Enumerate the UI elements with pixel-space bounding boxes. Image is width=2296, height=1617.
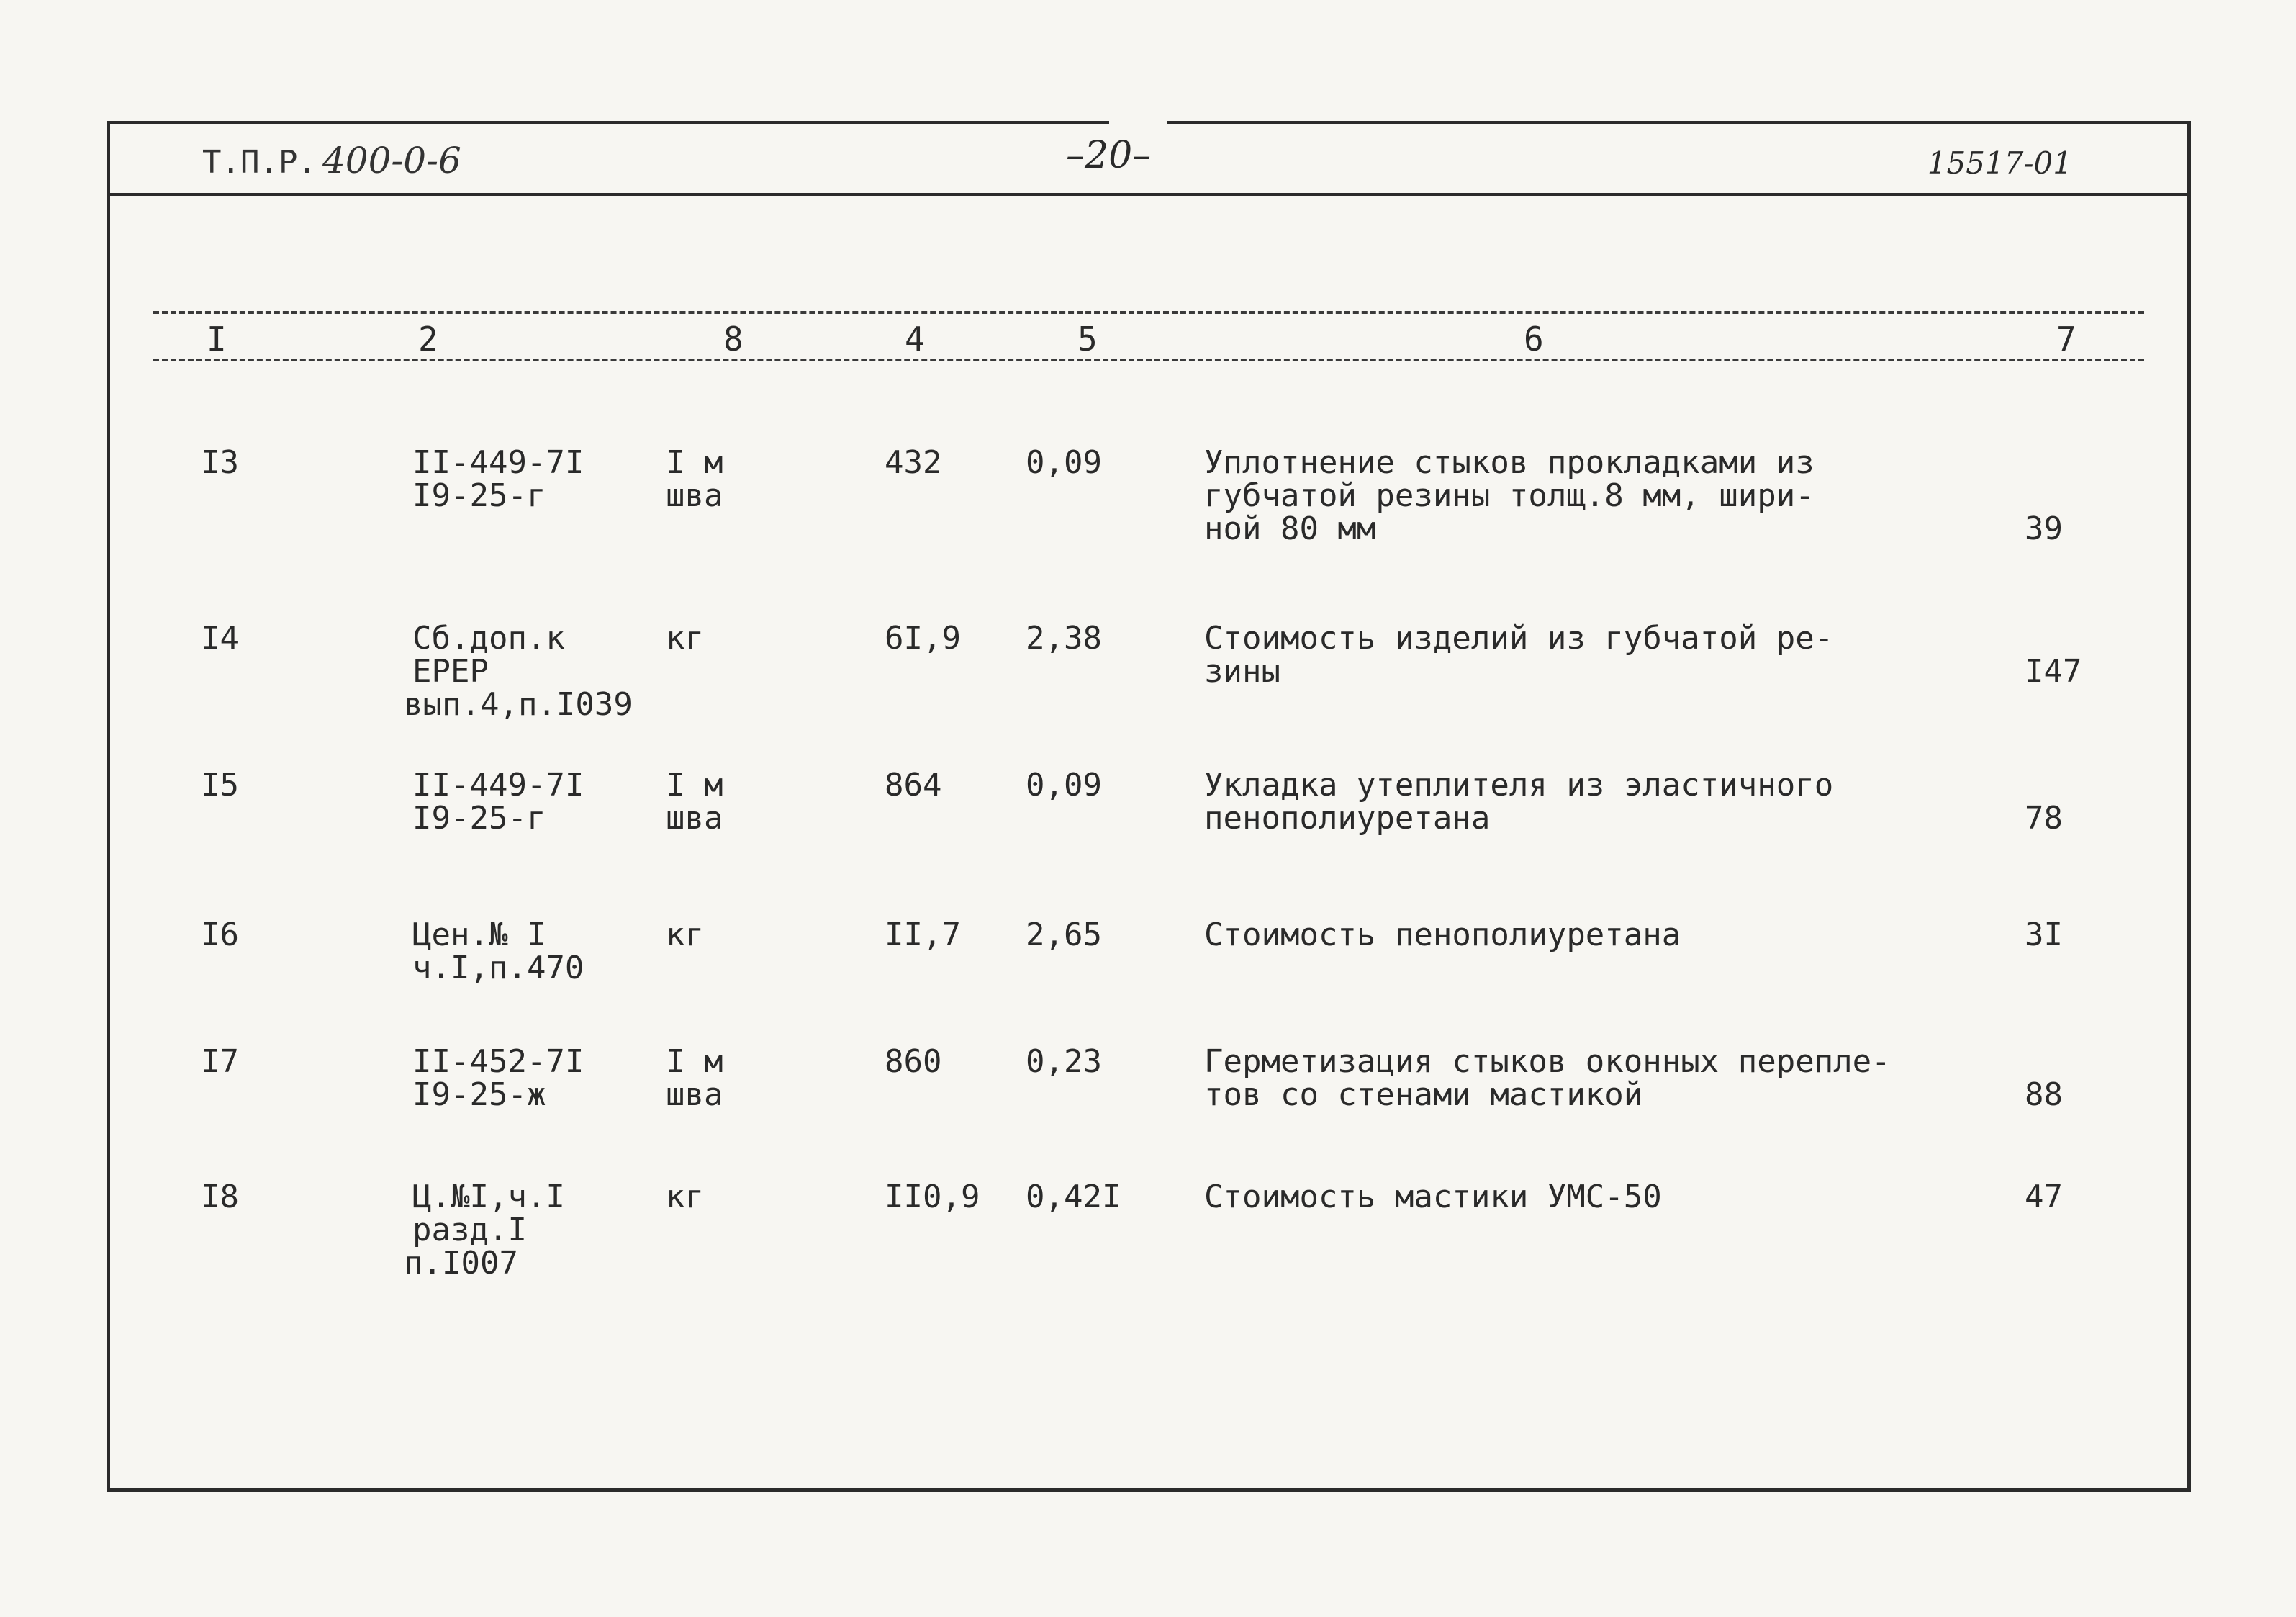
row-quantity: 432	[885, 444, 942, 481]
row-total: 78	[2025, 800, 2063, 837]
row-reference: Цен.№ I	[412, 916, 546, 953]
row-reference: I9-25-ж	[412, 1076, 546, 1113]
row-rate: 0,23	[1026, 1043, 1102, 1080]
row-description: пенополиуретана	[1204, 800, 1491, 837]
row-unit: шва	[666, 477, 723, 514]
row-reference: II-449-7I	[412, 767, 584, 803]
doc-series	[202, 140, 461, 181]
frame-top-left	[110, 121, 1109, 124]
row-unit: кг	[666, 1179, 704, 1215]
doc-number: 15517-01	[1927, 145, 2072, 181]
row-rate: 2,38	[1026, 620, 1102, 657]
row-reference: ЕРЕР	[412, 653, 489, 690]
row-description: Герметизация стыков оконных перепле-	[1204, 1043, 1891, 1080]
row-quantity: II,7	[885, 916, 961, 953]
row-number: I7	[201, 1043, 239, 1080]
column-number: 2	[418, 320, 438, 359]
doc-series-label: Т.П.Р.	[202, 144, 317, 181]
row-reference: ч.I,п.470	[412, 950, 584, 986]
column-number: 4	[905, 320, 925, 359]
row-reference: I9-25-г	[412, 477, 546, 514]
table-header-top-rule	[153, 311, 2144, 314]
row-unit: шва	[666, 800, 723, 837]
row-description: Стоимость изделий из губчатой ре-	[1204, 620, 1834, 657]
row-reference: II-452-7I	[412, 1043, 584, 1080]
row-description: губчатой резины толщ.8 мм, шири-	[1204, 477, 1814, 514]
column-number: 7	[2056, 320, 2076, 359]
row-unit: I м	[666, 1043, 723, 1080]
row-reference: Сб.доп.к	[412, 620, 565, 657]
row-description: Стоимость мастики УМС-50	[1204, 1179, 1662, 1215]
row-number: I6	[201, 916, 239, 953]
row-reference: п.I007	[404, 1245, 518, 1282]
row-description: зины	[1204, 653, 1280, 690]
row-description: Стоимость пенополиуретана	[1204, 916, 1681, 953]
row-description: Уплотнение стыков прокладками из	[1204, 444, 1814, 481]
row-reference: I9-25-г	[412, 800, 546, 837]
frame-top-right	[1167, 121, 2187, 124]
column-number: 8	[723, 320, 744, 359]
row-total: 39	[2025, 510, 2063, 547]
column-number: 6	[1524, 320, 1544, 359]
row-rate: 2,65	[1026, 916, 1102, 953]
row-rate: 0,42I	[1026, 1179, 1121, 1215]
row-total: 47	[2025, 1179, 2063, 1215]
row-description: ной 80 мм	[1204, 510, 1376, 547]
row-reference: Ц.№I,ч.I	[412, 1179, 565, 1215]
column-number: I	[207, 320, 227, 359]
row-unit: шва	[666, 1076, 723, 1113]
row-quantity: 6I,9	[885, 620, 961, 657]
row-description: Укладка утеплителя из эластичного	[1204, 767, 1834, 803]
page-number: –20–	[1066, 134, 1152, 177]
row-total: I47	[2025, 653, 2082, 690]
row-quantity: 864	[885, 767, 942, 803]
column-number: 5	[1077, 320, 1098, 359]
row-number: I8	[201, 1179, 239, 1215]
row-reference: II-449-7I	[412, 444, 584, 481]
table-header-bottom-rule	[153, 359, 2144, 361]
row-unit: I м	[666, 767, 723, 803]
row-unit: кг	[666, 620, 704, 657]
row-number: I5	[201, 767, 239, 803]
document-sheet	[107, 121, 2191, 1492]
header-divider	[110, 193, 2187, 196]
row-quantity: 860	[885, 1043, 942, 1080]
row-number: I3	[201, 444, 239, 481]
row-description: тов со стенами мастикой	[1204, 1076, 1643, 1113]
row-reference: вып.4,п.I039	[404, 686, 633, 723]
doc-series-code: 400-0-6	[322, 140, 461, 181]
row-unit: кг	[666, 916, 704, 953]
row-rate: 0,09	[1026, 767, 1102, 803]
row-total: 88	[2025, 1076, 2063, 1113]
row-total: 3I	[2025, 916, 2063, 953]
row-number: I4	[201, 620, 239, 657]
row-rate: 0,09	[1026, 444, 1102, 481]
row-quantity: II0,9	[885, 1179, 980, 1215]
row-unit: I м	[666, 444, 723, 481]
row-reference: разд.I	[412, 1212, 527, 1248]
